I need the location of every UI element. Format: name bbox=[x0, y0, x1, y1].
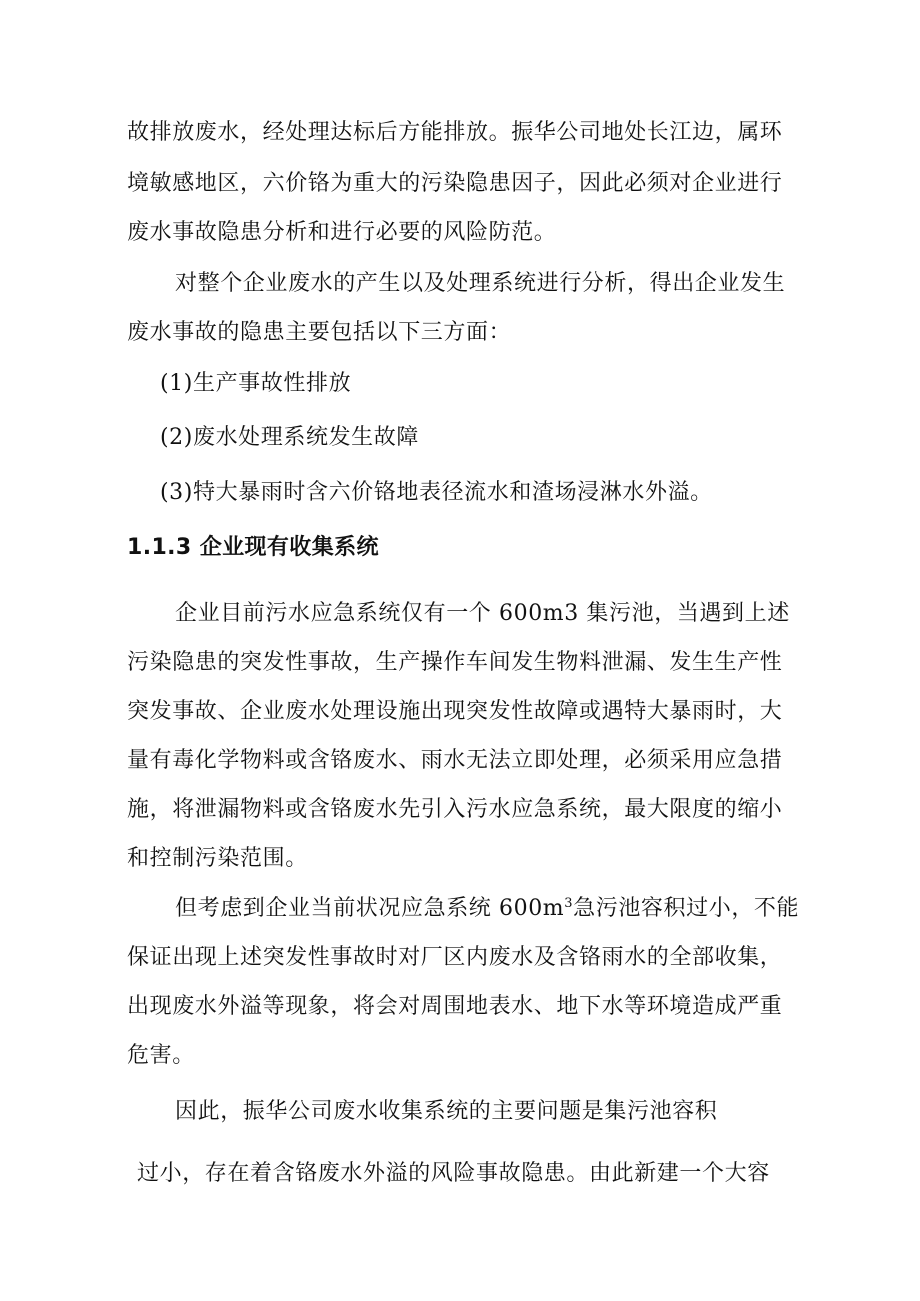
paragraph-line: 突发事故、企业废水处理设施出现突发性故障或遇特大暴雨时，大 bbox=[127, 699, 783, 724]
paragraph-line: 施，将泄漏物料或含铬废水先引入污水应急系统，最大限度的缩小 bbox=[127, 797, 783, 822]
paragraph-line: 过小，存在着含铬废水外溢的风险事故隐患。由此新建一个大容 bbox=[137, 1161, 770, 1186]
paragraph-line: 故排放废水，经处理达标后方能排放。振华公司地处长江边，属环 bbox=[127, 120, 783, 145]
list-item: (2)废水处理系统发生故障 bbox=[160, 425, 419, 450]
paragraph-line: 出现废水外溢等现象，将会对周围地表水、地下水等环境造成严重 bbox=[127, 994, 783, 1019]
paragraph-line: 危害。 bbox=[127, 1043, 195, 1068]
paragraph-line: 和控制污染范围。 bbox=[127, 846, 308, 871]
paragraph-line: 企业目前污水应急系统仅有一个 600m3 集污池，当遇到上述 bbox=[175, 601, 790, 626]
cubic-superscript: 3 bbox=[564, 896, 574, 911]
section-heading: 1.1.3 企业现有收集系统 bbox=[127, 535, 379, 560]
paragraph-line: 量有毒化学物料或含铬废水、雨水无法立即处理，必须采用应急措 bbox=[127, 748, 783, 773]
paragraph-line: 对整个企业废水的产生以及处理系统进行分析，得出企业发生 bbox=[175, 271, 786, 296]
paragraph-line: 废水事故隐患分析和进行必要的风险防范。 bbox=[127, 220, 557, 245]
capacity-text-after: 急污池容积过小，不能 bbox=[573, 896, 800, 921]
paragraph-line: 废水事故的隐患主要包括以下三方面： bbox=[127, 320, 512, 345]
capacity-text-before: 但考虑到企业当前状况应急系统 600m bbox=[175, 896, 565, 921]
paragraph-line bbox=[175, 894, 799, 924]
list-item: (3)特大暴雨时含六价铬地表径流水和渣场浸淋水外溢。 bbox=[160, 480, 713, 505]
paragraph-line: 因此，振华公司废水收集系统的主要问题是集污池容积 bbox=[175, 1099, 718, 1124]
list-item: (1)生产事故性排放 bbox=[160, 371, 352, 396]
paragraph-line: 境敏感地区，六价铬为重大的污染隐患因子，因此必须对企业进行 bbox=[127, 171, 783, 196]
paragraph-line: 保证出现上述突发性事故时对厂区内废水及含铬雨水的全部收集， bbox=[127, 945, 783, 970]
paragraph-line: 污染隐患的突发性事故，生产操作车间发生物料泄漏、发生生产性 bbox=[127, 650, 783, 675]
